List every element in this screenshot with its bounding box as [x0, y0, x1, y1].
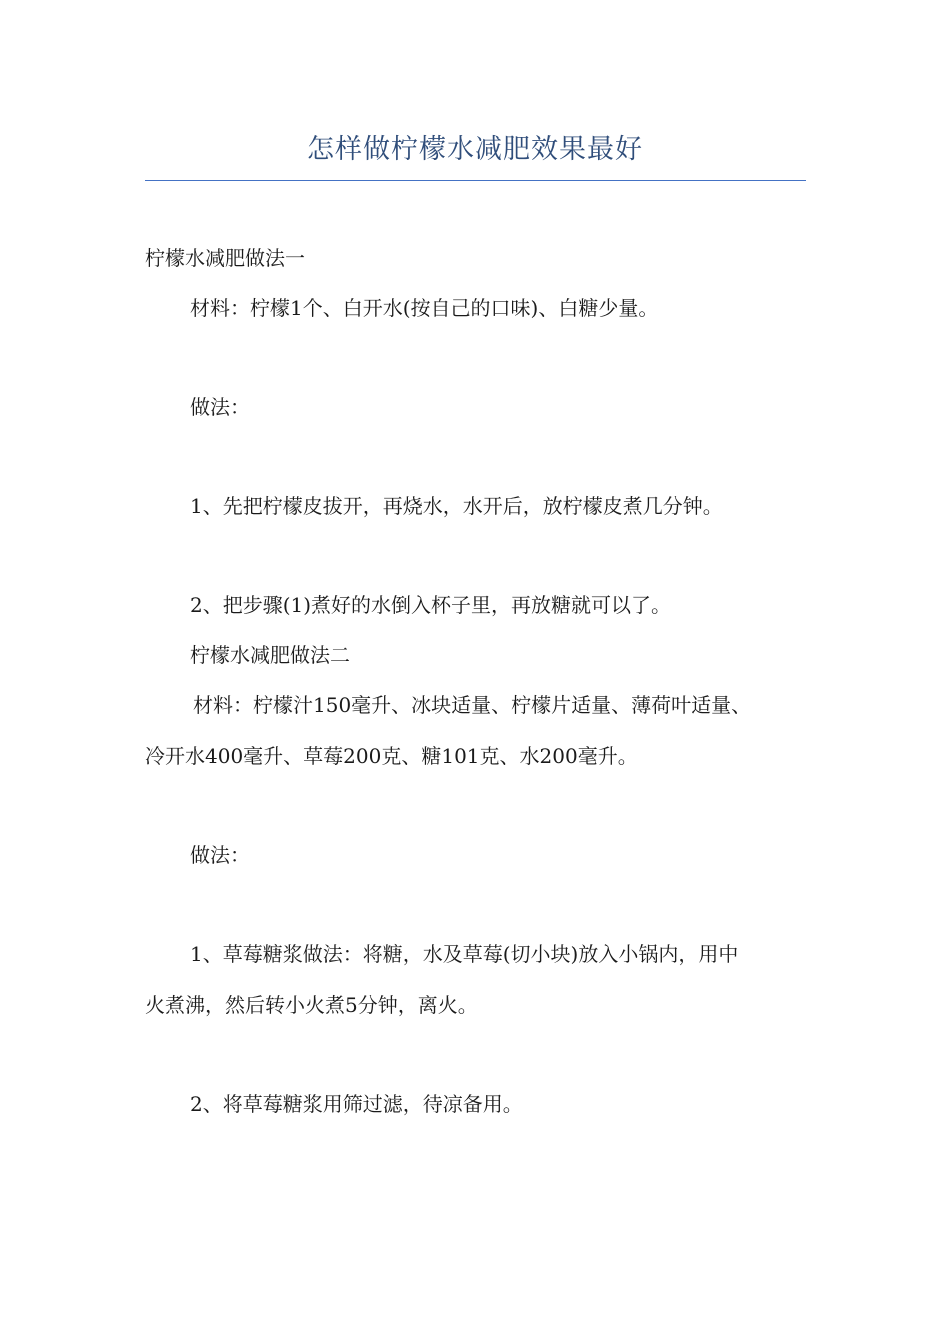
ingredients-line-one: 材料：柠檬1个、白开水(按自己的口味)、白糖少量。 — [190, 296, 659, 320]
ingredients-line-two-a: 材料：柠檬汁150毫升、冰块适量、柠檬片适量、薄荷叶适量、 — [193, 693, 752, 717]
document-title: 怎样做柠檬水减肥效果最好 — [307, 134, 643, 165]
method-label-one: 做法： — [190, 395, 250, 419]
step-two-method-two: 2、将草莓糖浆用筛过滤，待凉备用。 — [190, 1092, 523, 1116]
step-one-method-two-a: 1、草莓糖浆做法：将糖，水及草莓(切小块)放入小锅内，用中 — [190, 942, 739, 966]
section-heading-method-one: 柠檬水减肥做法一 — [145, 246, 305, 270]
title-underline — [145, 180, 806, 181]
section-heading-method-two: 柠檬水减肥做法二 — [190, 643, 350, 667]
ingredients-line-two-b: 冷开水400毫升、草莓200克、糖101克、水200毫升。 — [145, 744, 638, 768]
method-label-two: 做法： — [190, 843, 250, 867]
step-two-method-one: 2、把步骤(1)煮好的水倒入杯子里，再放糖就可以了。 — [190, 593, 672, 617]
step-one-method-two-b: 火煮沸，然后转小火煮5分钟，离火。 — [145, 993, 478, 1017]
step-one-method-one: 1、先把柠檬皮拔开，再烧水，水开后，放柠檬皮煮几分钟。 — [190, 494, 723, 518]
